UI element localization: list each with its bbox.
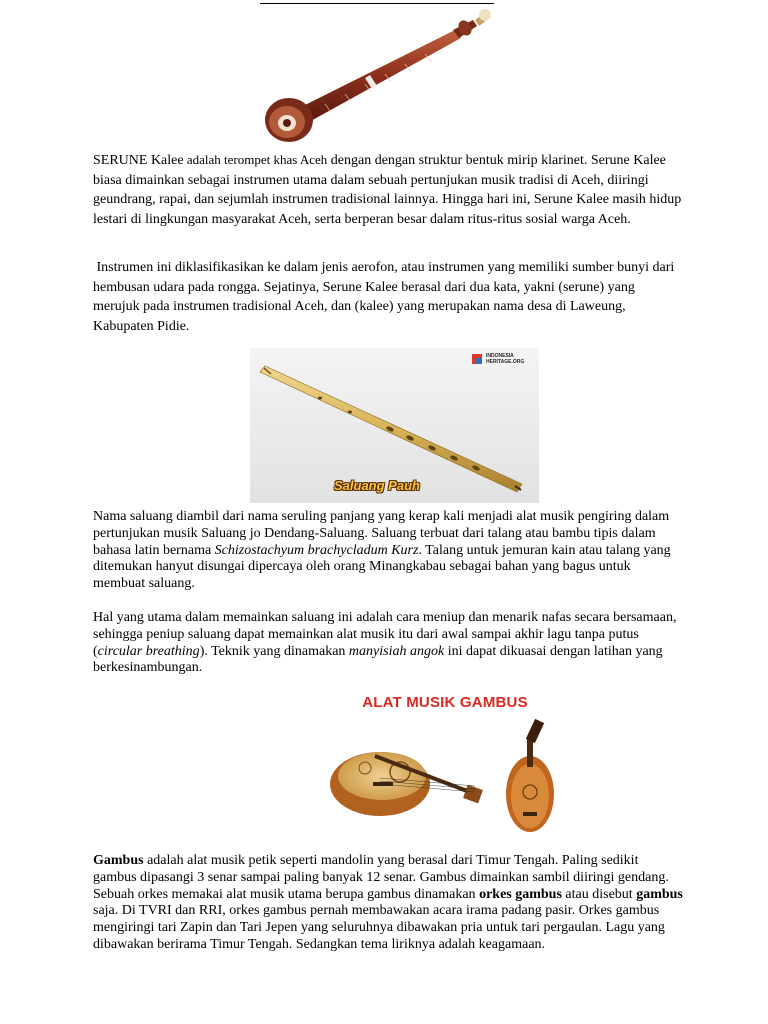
manyisiah-angok-term: manyisiah angok [348, 643, 445, 659]
serune-paragraph-1 [93, 150, 683, 229]
saluang-p1-text-a: Nama saluang diambil dari nama seruling panjang yang kerap kali menjadi alat musik pengiring dalam pertunjukan musik Saluang jo Dendang-Saluang. Saluang terbuat dari talang atau bambu tipis dalam bahasa latin bernama [93, 509, 670, 558]
serune-intro-rest: dengan dengan struktur bentuk mirip klarinet. Serune Kalee biasa dimainkan sebagai instrumen utama dalam sebuah pertunjukan musik tradisi di Aceh, diiringi geundrang, rapai, dan sejumlah instrumen tradisional lainnya. Hingga hari ini, Serune Kalee masih hidup lestari di lingkungan masyarakat Aceh, serta berperan besar dalam ritus-ritus sosial warga Aceh. [93, 153, 682, 227]
saluang-p2-text-c: ini dapat dikuasai dengan latihan yang berkesinambungan. [93, 643, 663, 676]
saluang-latin-name: Schizostachyum brachycladum Kurz [214, 542, 419, 558]
top-rule [260, 3, 494, 4]
gambus-term: Gambus [93, 853, 144, 868]
saluang-p1-text-b: . Talang untuk jemuran kain atau talang yang ditemukan hanyut disungai dipercaya oleh orang Minangkabau sebagai bahan yang bagus untuk membuat saluang. [93, 542, 671, 592]
saluang-caption: Saluang Pauh [334, 478, 420, 493]
saluang-p2-text-b: ). Teknik yang dinamakan [199, 643, 349, 659]
serune-kalee-image [265, 8, 495, 145]
gambus-image [325, 684, 582, 836]
saluang-image [250, 348, 539, 503]
serune-intro-small: adalah terompet khas Aceh [183, 152, 328, 167]
gambus-text-2: atau disebut [561, 886, 637, 902]
watermark-text: INDONESIA HERITAGE.ORG [486, 353, 525, 365]
gambus-banner-title: ALAT MUSIK GAMBUS [362, 694, 528, 711]
serune-name: SERUNE Kalee [93, 153, 184, 168]
gambus-text-1: adalah alat musik petik seperti mandolin yang berasal dari Timur Tengah. Paling sedikit gambus dipasangi 3 senar sampai paling banyak 12 senar. Gambus dimainkan sambil diiringi gendang. Sebuah orkes memakai alat musik utama berupa gambus dinamakan [93, 853, 669, 902]
saluang-p2-text-a: Hal yang utama dalam memainkan saluang ini adalah cara meniup dan menarik nafas secara bersamaan, sehingga peniup saluang dapat memainkan alat musik itu dari awal sampai akhir lagu tanpa putus ( [93, 610, 677, 659]
gambus-paragraph [93, 853, 683, 954]
gambus-term-2: gambus [636, 886, 683, 902]
circular-breathing-term: circular breathing [97, 643, 200, 659]
saluang-paragraph-2 [93, 610, 683, 677]
orkes-gambus-term: orkes gambus [479, 886, 562, 902]
saluang-paragraph-1 [93, 509, 683, 593]
gambus-text-3: saja. Di TVRI dan RRI, orkes gambus pernah membawakan acara irama padang pasir. Orkes gambus mengiringi tari Zapin dan Tari Jepen yang seluruhnya dibawakan pria untuk tari pergaulan. Lagu yang dibawakan berirama Timur Tengah. Sedangkan tema liriknya adalah keagamaan. [93, 903, 665, 952]
serune-paragraph-2: Instrumen ini diklasifikasikan ke dalam jenis aerofon, atau instrumen yang memiliki sumber bunyi dari hembusan udara pada rongga. Sejatinya, Serune Kalee berasal dari dua kata, yakni (serune) yang merujuk pada instrumen tradisional Aceh, dan (kalee) yang merupakan nama desa di Laweung, Kabupaten Pidie. [93, 260, 678, 334]
